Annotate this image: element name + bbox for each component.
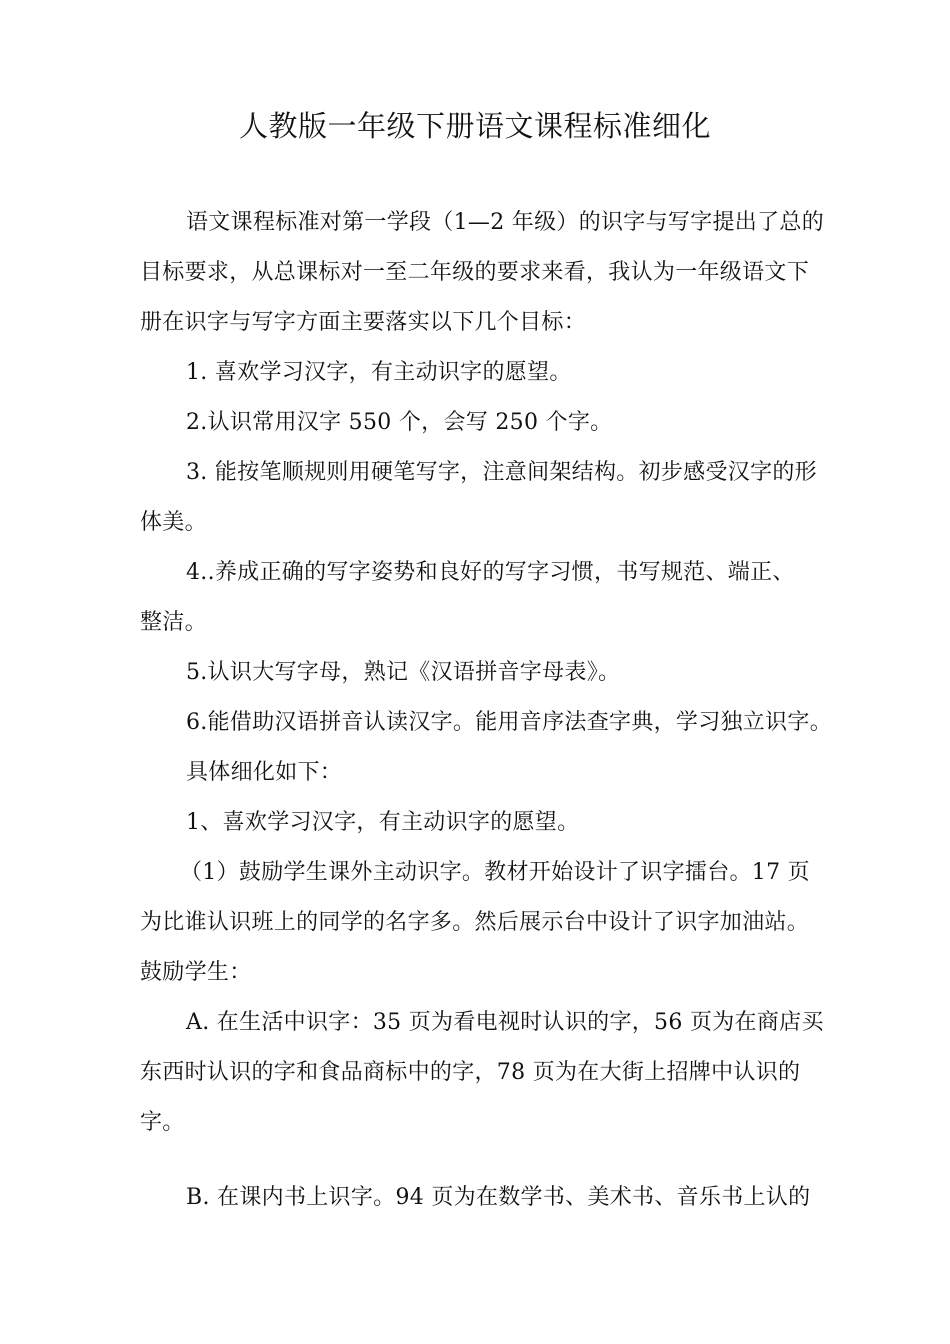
sub-item-1: （1）鼓励学生课外主动识字。教材开始设计了识字擂台。17 页 — [180, 860, 810, 885]
goal-item-3: 3. 能按笔顺规则用硬笔写字，注意间架结构。初步感受汉字的形 — [186, 460, 817, 485]
goal-item-6: 6.能借助汉语拼音认读汉字。能用音序法查字典，学习独立识字。 — [186, 710, 832, 735]
section-intro: 具体细化如下： — [186, 760, 343, 785]
goal-item-5: 5.认识大写字母，熟记《汉语拼音字母表》。 — [186, 660, 621, 685]
sub-item-1-cont: 为比谁认识班上的同学的名字多。然后展示台中设计了识字加油站。 — [140, 910, 810, 935]
goal-item-4-cont: 整洁。 — [140, 610, 207, 635]
goal-item-4: 4..养成正确的写字姿势和良好的写字习惯，书写规范、端正、 — [186, 560, 795, 585]
goal-item-1: 1. 喜欢学习汉字，有主动识字的愿望。 — [186, 360, 572, 385]
point-a: A. 在生活中识字：35 页为看电视时认识的字，56 页为在商店买 — [186, 1010, 824, 1035]
point-a-cont: 字。 — [140, 1110, 185, 1135]
paragraph-line: 目标要求，从总课标对一至二年级的要求来看，我认为一年级语文下 — [140, 260, 810, 285]
paragraph-line: 册在识字与写字方面主要落实以下几个目标： — [140, 310, 587, 335]
paragraph-line: 语文课程标准对第一学段（1—2 年级）的识字与写字提出了总的 — [186, 210, 824, 235]
goal-item-2: 2.认识常用汉字 550 个，会写 250 个字。 — [186, 410, 613, 435]
goal-item-3-cont: 体美。 — [140, 510, 207, 535]
point-b: B. 在课内书上识字。94 页为在数学书、美术书、音乐书上认的 — [186, 1185, 811, 1210]
section-heading-1: 1、喜欢学习汉字，有主动识字的愿望。 — [186, 810, 580, 835]
sub-item-1-cont: 鼓励学生： — [140, 960, 252, 985]
document-title: 人教版一年级下册语文课程标准细化 — [238, 109, 711, 143]
point-a-cont: 东西时认识的字和食品商标中的字，78 页为在大街上招牌中认识的 — [140, 1060, 801, 1085]
